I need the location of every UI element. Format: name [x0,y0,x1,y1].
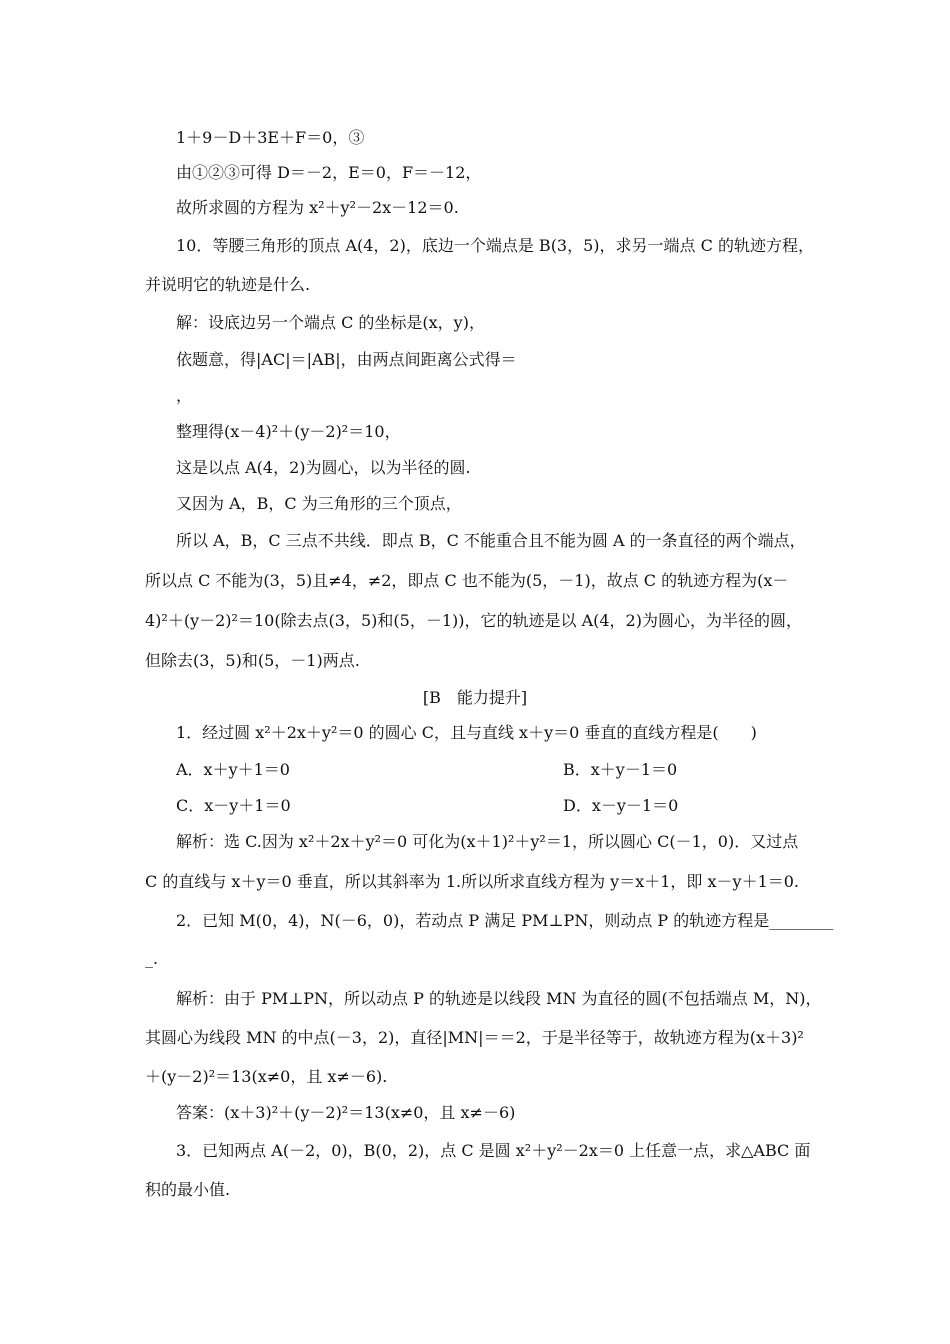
text-line: ， [176,386,193,405]
question-1: 1．经过圆 x²＋2x＋y²＝0 的圆心 C，且与直线 x＋y＝0 垂直的直线方程是( ) [176,723,757,742]
problem-10-line-1: 10．等腰三角形的顶点 A(4，2)，底边一个端点是 B(3，5)，求另一端点 C 的轨迹方程， [176,236,814,255]
text-line: 但除去(3，5)和(5，－1)两点. [145,651,360,670]
question-3: 3．已知两点 A(－2，0)，B(0，2)，点 C 是圆 x²＋y²－2x＝0 上任意一点，求△ABC 面 [176,1141,811,1160]
text-line: 其圆心为线段 MN 的中点(－3，2)，直径|MN|＝＝2，于是半径等于，故轨迹方程为(x＋3)² [145,1028,804,1047]
option-c: C．x－y＋1＝0 [176,796,291,815]
text-line: ＋(y－2)²＝13(x≠0，且 x≠－6). [145,1067,388,1086]
text-line: 1＋9－D＋3E＋F＝0，③ [176,128,365,147]
text-line: 解析：由于 PM⊥PN，所以动点 P 的轨迹是以线段 MN 为直径的圆(不包括端点 M，N)， [176,989,822,1008]
text-line: 所以 A，B，C 三点不共线．即点 B，C 不能重合且不能为圆 A 的一条直径的两个端点， [176,531,806,550]
text-line: 整理得(x－4)²＋(y－2)²＝10， [176,422,401,441]
text-line: 这是以点 A(4，2)为圆心，以为半径的圆. [176,458,471,477]
text-line: 4)²＋(y－2)²＝10(除去点(3，5)和(5，－1))，它的轨迹是以 A(4，2)为圆心，为半径的圆， [145,611,802,630]
text-line: 所以点 C 不能为(3，5)且≠4，≠2，即点 C 也不能为(5，－1)，故点 C 的轨迹方程为(x－ [145,571,789,590]
text-line: 解析：选 C.因为 x²＋2x＋y²＝0 可化为(x＋1)²＋y²＝1，所以圆心 C(－1，0)．又过点 [176,832,799,851]
problem-10-line-2: 并说明它的轨迹是什么. [145,275,311,294]
text-line: 故所求圆的方程为 x²＋y²－2x－12＝0. [176,198,459,217]
option-d: D．x－y－1＝0 [563,796,679,815]
text-line: 依题意，得|AC|＝|AB|，由两点间距离公式得＝ [176,350,517,369]
text-line: 积的最小值. [145,1180,231,1199]
text-line: 又因为 A，B，C 为三角形的三个顶点， [176,494,462,513]
text-line: C 的直线与 x＋y＝0 垂直，所以其斜率为 1.所以所求直线方程为 y＝x＋1，即 x－y＋1＝0. [145,872,800,891]
text-line: _. [145,949,159,968]
section-heading: [B 能力提升] [422,688,528,707]
text-line: 由①②③可得 D＝－2，E＝0，F＝－12， [176,163,482,182]
text-line: 解：设底边另一个端点 C 的坐标是(x，y)， [176,313,485,332]
option-b: B．x＋y－1＝0 [563,760,678,779]
answer-line: 答案：(x＋3)²＋(y－2)²＝13(x≠0，且 x≠－6) [176,1103,516,1122]
option-a: A．x＋y＋1＝0 [176,760,290,779]
question-2: 2．已知 M(0，4)，N(－6，0)，若动点 P 满足 PM⊥PN，则动点 P 的轨迹方程是________ [176,911,834,930]
